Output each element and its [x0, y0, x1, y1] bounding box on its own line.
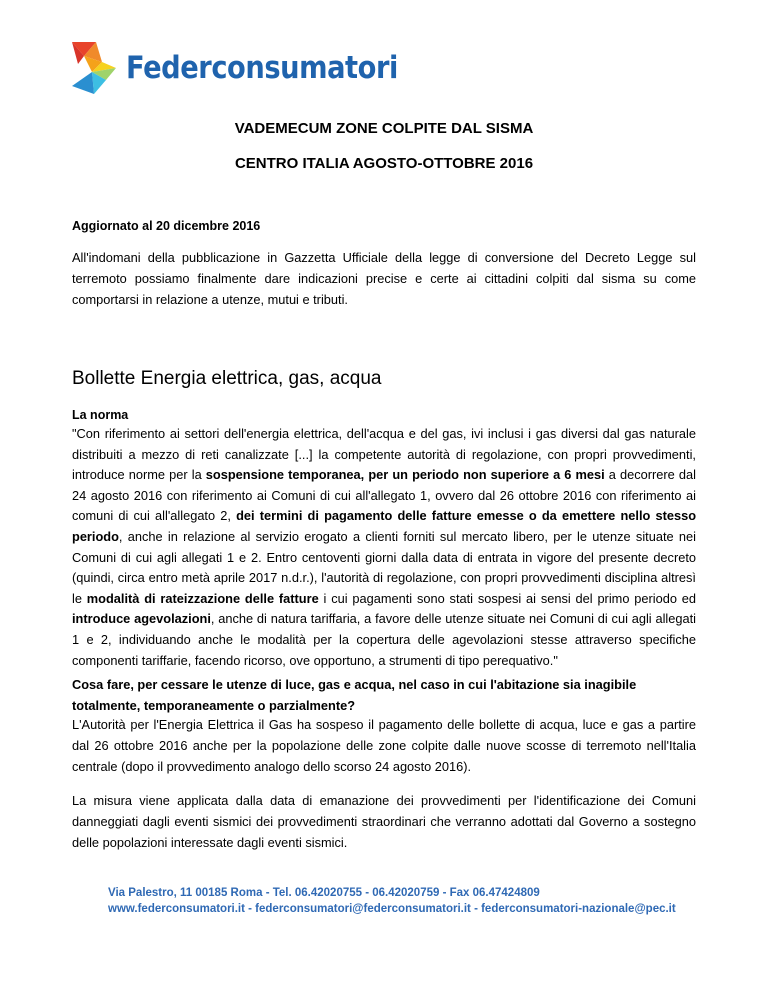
norma-text: a decorrere dal 24 agosto 2016 con riferimento ai Comuni di cui all'allegato 1, ovvero dal 26 ottobre 2016 con riferimento ai comuni di cui all'allegato 2,: [72, 467, 696, 524]
norma-text: "Con riferimento ai settori dell'energia elettrica, dell'acqua e del gas, ivi inclusi i gas diversi dal gas naturale distribuiti a mezzo di reti canalizzate [...] la competente autorità di regolazione, con propri provvedimenti, introduce norme per la: [72, 426, 696, 483]
norma-text: i cui pagamenti sono stati sospesi ai sensi del primo periodo ed: [318, 590, 697, 606]
document-title: VADEMECUM ZONE COLPITE DAL SISMA: [234, 120, 534, 137]
norma-bold: sospensione temporanea, per un periodo non superiore a 6 mesi: [205, 467, 605, 483]
answer-paragraph-1: L'Autorità per l'Energia Elettrica il Gas ha sospeso il pagamento delle bollette di acqua, luce e gas a partire dal 26 ottobre 2016 anche per la popolazione delle zone colpite dalle nuove scosse di terremoto nell'Italia centrale (dopo il provvedimento analogo dello scorso 24 agosto 2016).: [72, 717, 696, 774]
logo-mark-icon: [72, 42, 118, 94]
norma-text: , anche in relazione al servizio erogato a clienti forniti sul mercato libero, per le utenze situate nei Comuni di cui agli allegati 1 e 2. Entro centoventi giorni dalla data di entrata in vigore del presente decreto (quindi, circa entro metà aprile 2017 n.d.r.), l'autorità di regolazione, con propri provvedimenti disciplina altresì le: [72, 528, 696, 606]
answer-paragraph-2: La misura viene applicata dalla data di emanazione dei provvedimenti per l'identificazione dei Comuni danneggiati dagli eventi sismici dei provvedimenti straordinari che verranno adottati dal Governo a sostegno delle popolazioni interessate dagli eventi sismici.: [72, 793, 696, 850]
norma-paragraph: [72, 424, 696, 671]
norma-bold: modalità di rateizzazione delle fatture: [86, 590, 319, 606]
updated-date: Aggiornato al 20 dicembre 2016: [72, 219, 261, 233]
footer-address: Via Palestro, 11 00185 Roma - Tel. 06.42020755 - 06.42020759 - Fax 06.47424809: [108, 887, 540, 899]
footer-contacts: [108, 885, 676, 917]
norma-bold: dei termini di pagamento delle fatture emesse o da emettere nello stesso periodo: [72, 508, 697, 544]
norma-bold: introduce agevolazioni: [72, 611, 211, 627]
section-heading: Bollette Energia elettrica, gas, acqua: [72, 368, 382, 389]
logo-text: Federconsumatori: [126, 50, 398, 86]
footer-web-email: www.federconsumatori.it - federconsumatori@federconsumatori.it - federconsumatori-nazionale@pec.it: [108, 903, 676, 915]
intro-paragraph: All'indomani della pubblicazione in Gazzetta Ufficiale della legge di conversione del Decreto Legge sul terremoto possiamo finalmente dare indicazioni precise e certe ai cittadini colpiti dal sisma su come comportarsi in relazione a utenze, mutui e tributi.: [72, 250, 696, 307]
federconsumatori-logo: [72, 42, 435, 94]
norma-label: La norma: [72, 408, 129, 422]
document-subtitle: CENTRO ITALIA AGOSTO-OTTOBRE 2016: [234, 155, 534, 172]
question-heading: Cosa fare, per cessare le utenze di luce, gas e acqua, nel caso in cui l'abitazione sia inagibile totalmente, temporaneamente o parzialmente?: [72, 677, 637, 713]
norma-text: , anche di natura tariffaria, a favore delle utenze situate nei Comuni di cui agli allegati 1 e 2, individuando anche le modalità per la copertura delle agevolazioni stesse attraverso specifiche componenti tariffarie, facendo ricorso, ove opportuno, a strumenti di tipo perequativo.": [72, 611, 696, 668]
